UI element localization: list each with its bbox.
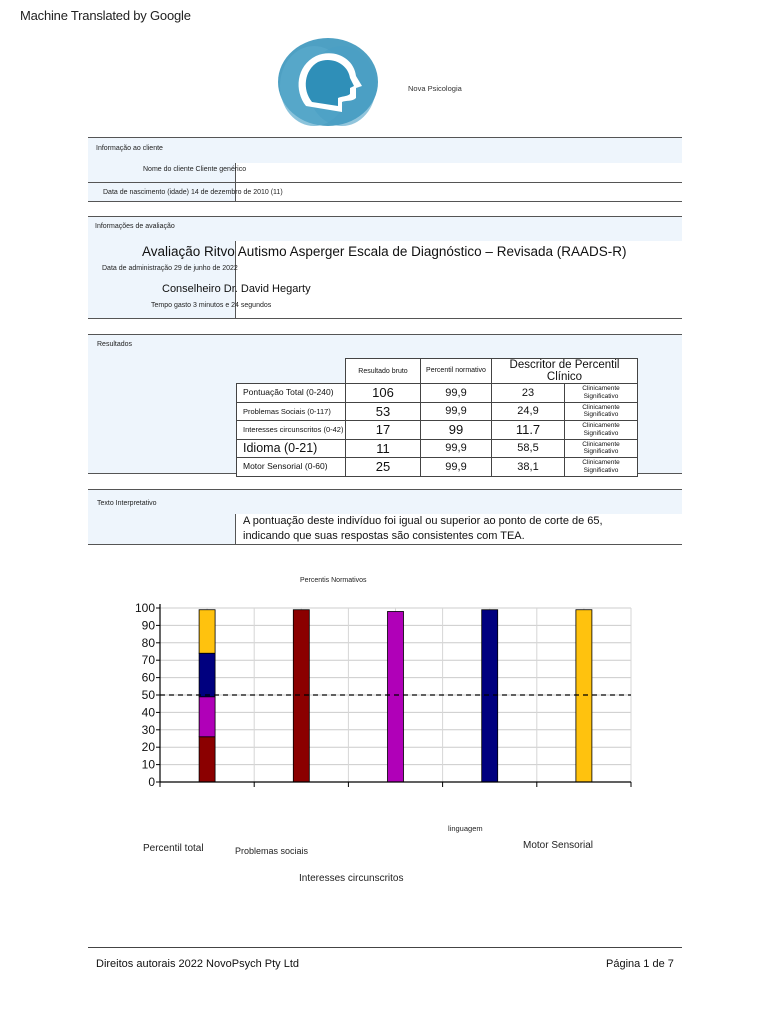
client-info-section <box>88 137 682 202</box>
raw-score: 53 <box>346 402 421 421</box>
row-label: Interesses circunscritos (0-42) <box>237 421 346 440</box>
footer-copyright: Direitos autorais 2022 NovoPsych Pty Ltd <box>96 958 299 970</box>
bar-segment <box>199 653 215 697</box>
normative-percentile: 99,9 <box>421 384 492 403</box>
client-name: Nome do cliente Cliente genérico <box>143 166 247 173</box>
brand-name: Nova Psicologia <box>408 84 462 93</box>
row-label: Problemas Sociais (0-117) <box>237 402 346 421</box>
assessment-info-section <box>88 216 682 319</box>
y-tick-label: 90 <box>141 618 155 633</box>
footer-divider <box>88 947 682 948</box>
clinical-percentile: 11.7 <box>492 421 565 440</box>
bar-segment <box>199 610 215 654</box>
clinical-descriptor: Clinicamente Significativo <box>565 439 638 458</box>
row-label: Motor Sensorial (0-60) <box>237 458 346 477</box>
clinical-descriptor: Clinicamente Significativo <box>565 384 638 403</box>
footer-page-number: Página 1 de 7 <box>606 958 674 970</box>
y-tick-label: 50 <box>141 688 155 702</box>
raw-score: 17 <box>346 421 421 440</box>
interpretive-text <box>243 514 673 544</box>
client-dob: Data de nascimento (idade) 14 de dezembro de 2010 (11) <box>103 189 283 196</box>
normative-percentile: 99 <box>421 421 492 440</box>
assessment-title: Avaliação Ritvo Autismo Asperger Escala de Diagnóstico – Revisada (RAADS-R) <box>142 244 627 259</box>
assessment-info-label: Informações de avaliação <box>95 223 175 230</box>
counselor-name: Conselheiro Dr. David Hegarty <box>162 283 311 295</box>
time-spent: Tempo gasto 3 minutos e 24 segundos <box>151 302 272 309</box>
clinical-descriptor: Clinicamente Significativo <box>565 458 638 477</box>
head-logo-icon <box>276 36 380 128</box>
table-row <box>237 458 638 477</box>
bar <box>293 610 309 782</box>
row-label: Idioma (0-21) <box>237 439 346 458</box>
header-raw: Resultado bruto <box>346 359 421 384</box>
x-label-total: Percentil total <box>143 843 204 854</box>
table-row <box>237 421 638 440</box>
y-tick-label: 30 <box>141 722 155 737</box>
chart-title: Percentis Normativos <box>300 577 367 584</box>
y-tick-label: 80 <box>141 635 155 650</box>
header-clinical: Descritor de Percentil Clínico <box>492 359 638 384</box>
clinical-percentile: 23 <box>492 384 565 403</box>
bar-segment <box>199 737 215 782</box>
normative-percentile: 99,9 <box>421 402 492 421</box>
clinical-percentile: 58,5 <box>492 439 565 458</box>
bar <box>576 610 592 782</box>
x-label-language: linguagem <box>448 824 483 833</box>
y-tick-label: 40 <box>141 705 155 720</box>
results-table <box>236 358 638 477</box>
results-header-row <box>237 359 638 384</box>
clinical-percentile: 38,1 <box>492 458 565 477</box>
bar <box>388 611 404 782</box>
y-tick-label: 0 <box>148 775 155 789</box>
table-row <box>237 402 638 421</box>
administration-date: Data de administração 29 de junho de 2022 <box>102 265 238 272</box>
normative-percentile: 99,9 <box>421 458 492 477</box>
machine-translated-banner: Machine Translated by Google <box>20 8 191 23</box>
y-tick-label: 70 <box>141 653 155 668</box>
bar <box>482 610 498 782</box>
y-tick-label: 10 <box>141 757 155 772</box>
raw-score: 11 <box>346 439 421 458</box>
x-label-sensory: Motor Sensorial <box>523 840 594 851</box>
interpretive-line: A pontuação deste indivíduo foi igual ou superior ao ponto de corte de 65, <box>243 515 603 527</box>
interpretive-label: Texto Interpretativo <box>97 500 157 507</box>
normative-percentile: 99,9 <box>421 439 492 458</box>
y-tick-label: 60 <box>141 670 155 685</box>
y-tick-label: 100 <box>134 601 155 615</box>
results-label: Resultados <box>97 341 133 348</box>
table-row <box>237 384 638 403</box>
row-label: Pontuação Total (0-240) <box>237 384 346 403</box>
raw-score: 106 <box>346 384 421 403</box>
x-label-social: Problemas sociais <box>235 846 309 856</box>
clinical-percentile: 24,9 <box>492 402 565 421</box>
bar-segment <box>199 697 215 737</box>
client-info-label: Informação ao cliente <box>96 145 163 152</box>
header-normative: Percentil normativo <box>421 359 492 384</box>
clinical-descriptor: Clinicamente Significativo <box>565 421 638 440</box>
raw-score: 25 <box>346 458 421 477</box>
x-label-circumscribed: Interesses circunscritos <box>299 873 404 884</box>
percentile-bar-chart <box>120 596 640 796</box>
y-tick-label: 20 <box>141 740 155 755</box>
interpretive-line: indicando que suas respostas são consistentes com TEA. <box>243 530 525 542</box>
clinical-descriptor: Clinicamente Significativo <box>565 402 638 421</box>
table-row <box>237 439 638 458</box>
